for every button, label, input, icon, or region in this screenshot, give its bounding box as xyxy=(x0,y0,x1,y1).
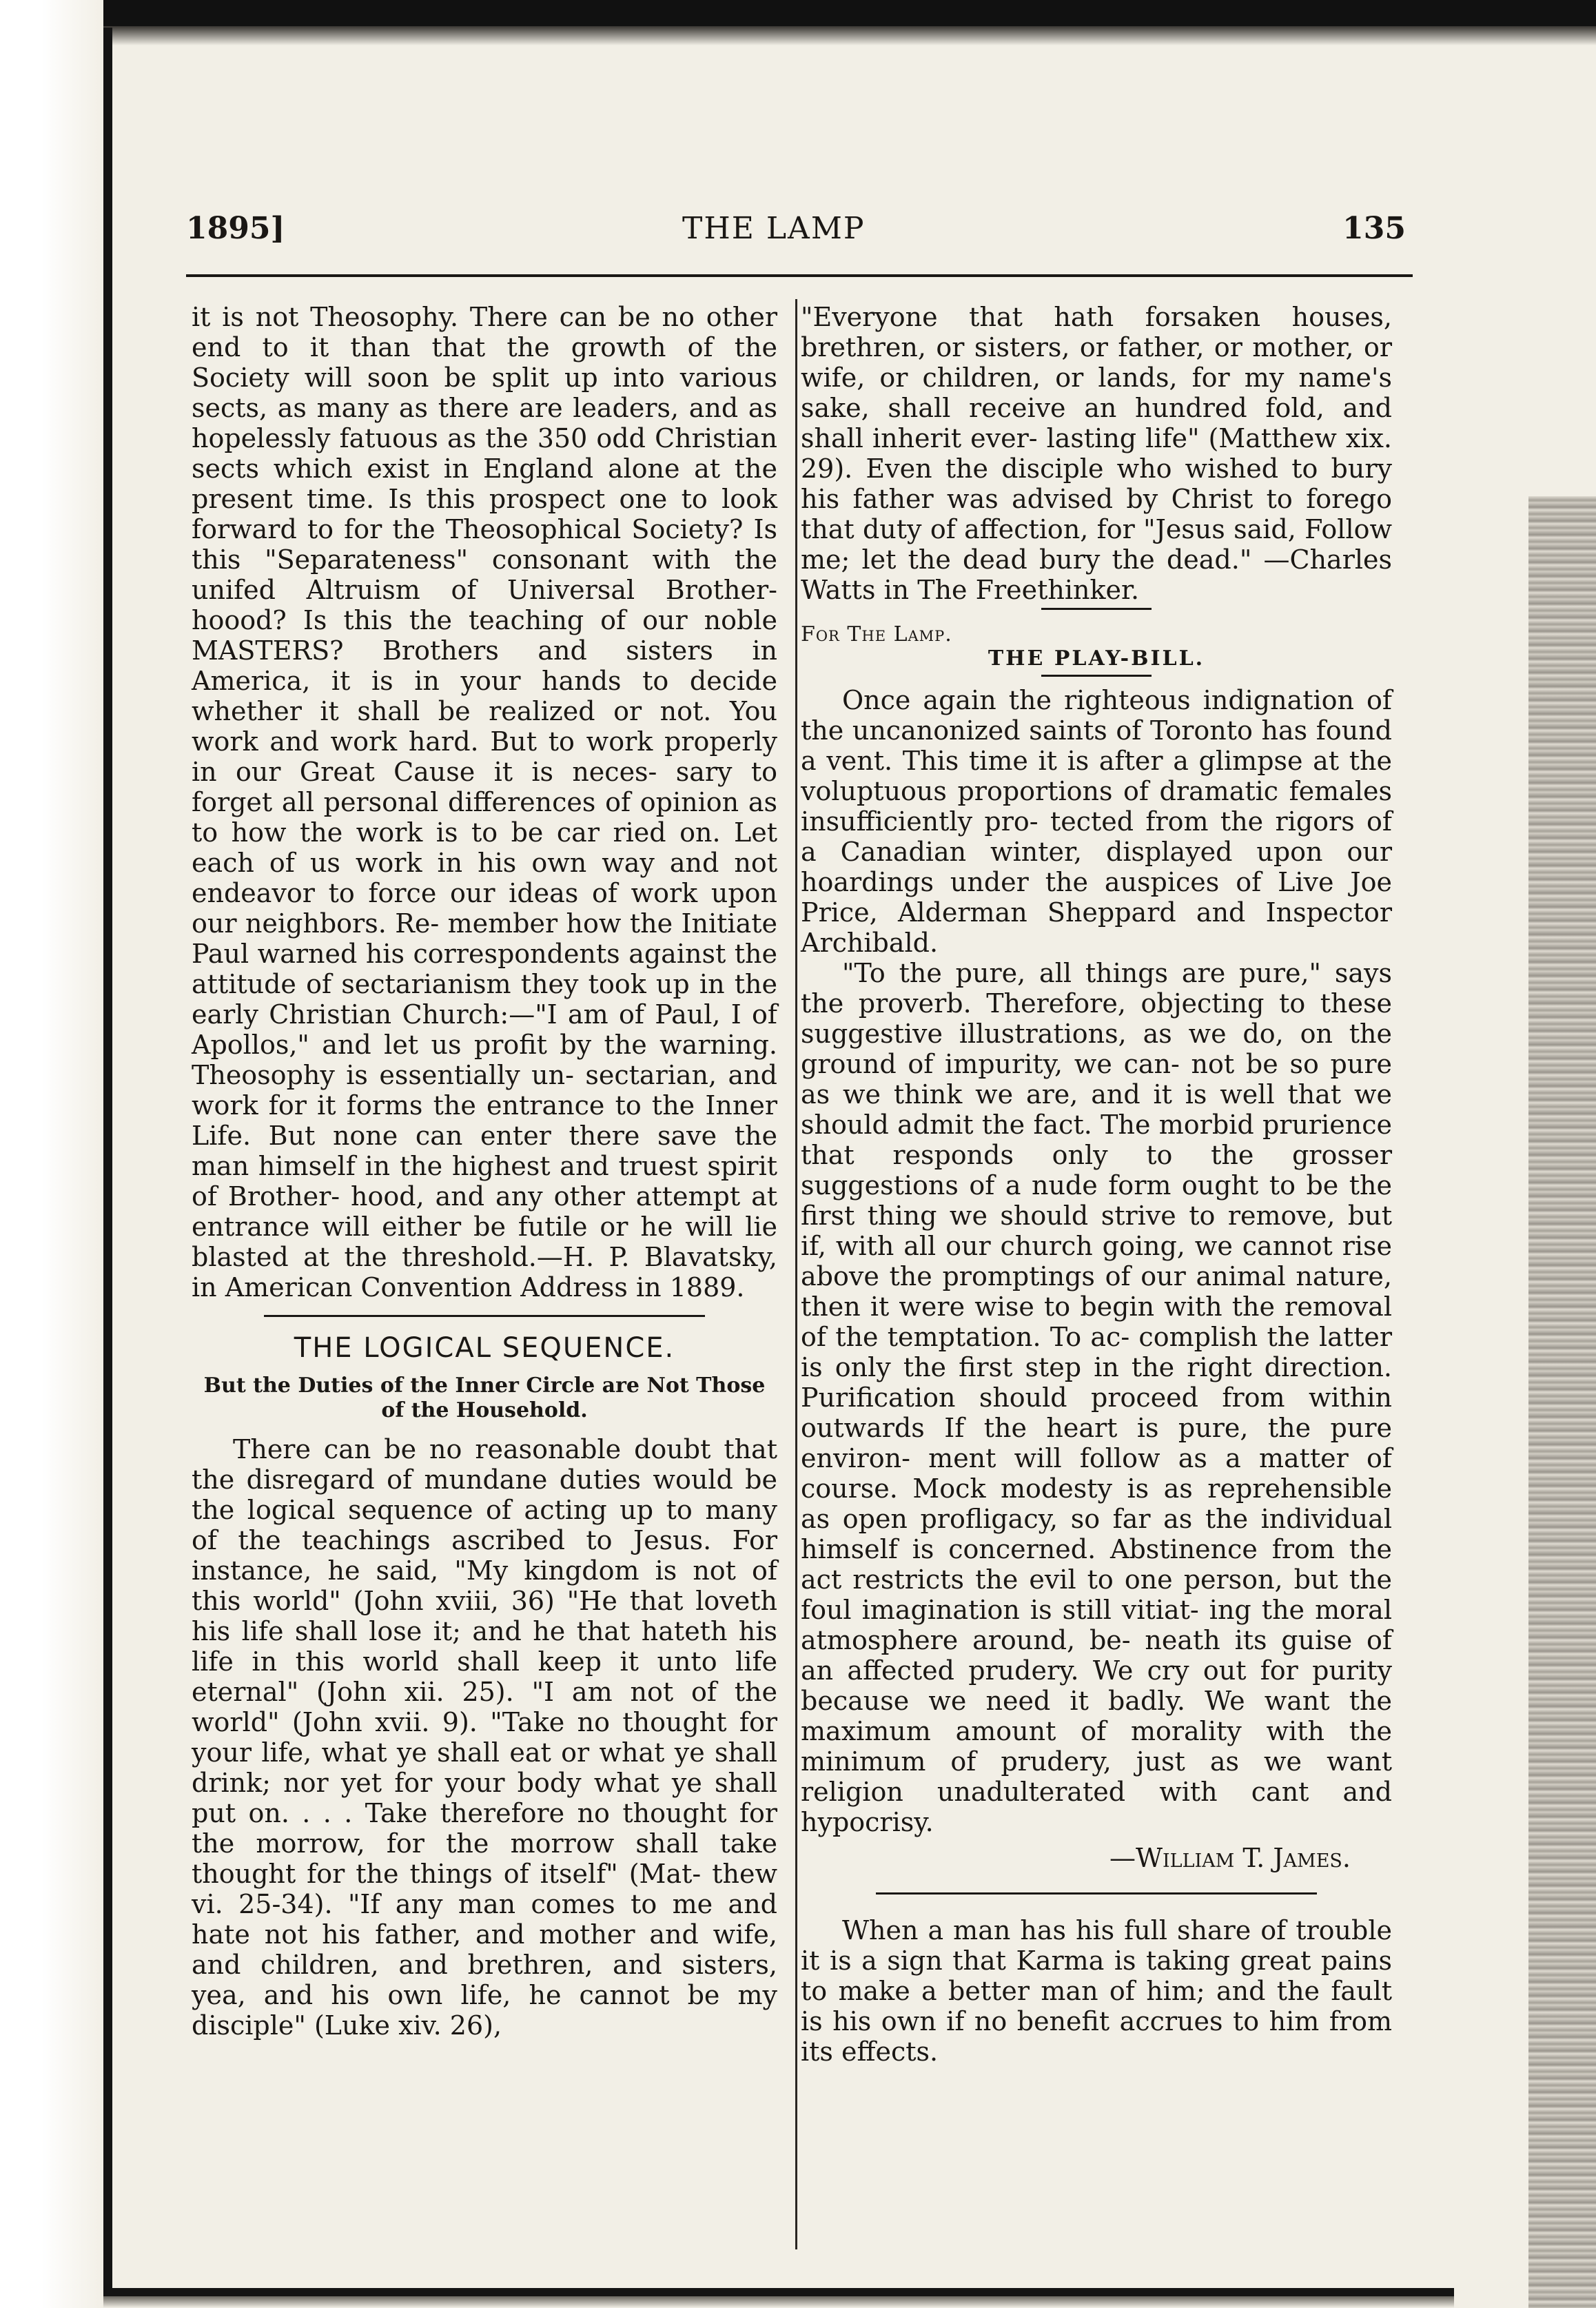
karma-paragraph: When a man has his full share of trouble it is a sign that Karma is taking great pains to make a better man of him; and the fault is his own if no benefit accrues to him from its effects. xyxy=(801,1915,1392,2067)
scan-top-shadow xyxy=(0,26,1596,45)
article-subheading: But the Duties of the Inner Circle are Not Those of the Household. xyxy=(203,1373,766,1422)
blavatsky-quote-paragraph: it is not Theosophy. There can be no other end to it than that the growth of the Society will soon be split up into various sects, as many as there are leaders, and as hopelessly fatuous as the 350 odd Christian sects which exist in England alone at the present time. Is this prospect one to look forward to for the Theosophical Society? Is this "Separateness" consonant with the unifed Altruism of Universal Brother- hoood? Is this the teaching of our noble MASTERS? Brothers and sisters in America, it is in your hands to decide whether it shall be realized or not. You work and work hard. But to work properly in our Great Cause it is neces- sary to forget all personal differences of opinion as to how the work is to be car ried on. Let each of us work in his own way and not endeavor to force our ideas of work upon our neighbors. Re- member how the Initiate Paul warned his correspondents against the attitude of sectarianism they took up in the early Christian Church:—"I am of Paul, I of Apollos," and let us profit by the warning. Theosophy is essentially un- sectarian, and work for it forms the entrance to the Inner Life. But none can enter there save the man himself in the highest and truest spirit of Brother- hood, and any other attempt at entrance will either be futile or he will lie blasted at the threshold.—H. P. Blavatsky, in American Convention Address in 1889. xyxy=(192,302,777,1303)
scan-top-border xyxy=(0,0,1596,26)
header-title: THE LAMP xyxy=(682,211,866,246)
short-rule xyxy=(1041,675,1152,677)
section-rule xyxy=(876,1892,1317,1895)
page-bottom-edge-rule xyxy=(103,2288,1454,2296)
header-rule xyxy=(186,274,1413,277)
scan-bottom-shadow xyxy=(103,2296,1454,2308)
article-heading-play-bill: THE PLAY-BILL. xyxy=(988,646,1205,671)
header-year: 1895] xyxy=(186,211,285,246)
short-rule xyxy=(1041,608,1152,610)
section-rule xyxy=(264,1315,705,1317)
left-column xyxy=(192,302,777,2041)
author-signature: —William T. James. xyxy=(1109,1843,1351,1873)
page-left-edge-rule xyxy=(103,28,112,2295)
right-column xyxy=(801,302,1392,2067)
article-heading-logical-sequence: THE LOGICAL SEQUENCE. xyxy=(294,1332,675,1364)
scan-left-margin xyxy=(0,0,103,2308)
for-the-lamp-label: For The Lamp. xyxy=(801,622,952,646)
watts-quote-paragraph: "Everyone that hath forsaken houses, brethren, or sisters, or father, or mother, or wife, or children, or lands, for my name's sake, shall receive an hundred fold, and shall inherit ever- lasting life" (Matthew xix. 29). Even the disciple who wished to bury his father was advised by Christ to forego that duty of affection, for "Jesus said, Follow me; let the dead bury the dead." —Charles Watts in The Freethinker. xyxy=(801,302,1392,605)
running-header xyxy=(186,211,1406,255)
play-bill-paragraph-1: Once again the righteous indignation of the uncanonized saints of Toronto has found a vent. This time it is after a glimpse at the voluptuous proportions of dramatic females insufficiently pro- tected from the rigors of a Canadian winter, displayed upon our hoardings under the auspices of Live Joe Price, Alderman Sheppard and Inspector Archibald. xyxy=(801,685,1392,958)
column-divider xyxy=(795,299,797,2249)
logical-sequence-paragraph: There can be no reasonable doubt that the disregard of mundane duties would be the logical sequence of acting up to many of the teachings ascribed to Jesus. For instance, he said, "My kingdom is not of this world" (John xviii, 36) "He that loveth his life shall lose it; and he that hateth his life in this world shall keep it unto life eternal" (John xii. 25). "I am not of the world" (John xvii. 9). "Take no thought for your life, what ye shall eat or what ye shall drink; nor yet for your body what ye shall put on. . . . Take therefore no thought for the morrow, for the morrow shall take thought for the things of itself" (Mat- thew vi. 25-34). "If any man comes to me and hate not his father, and mother and wife, and children, and brethren, and sisters, yea, and his own life, he cannot be my disciple" (Luke xiv. 26), xyxy=(192,1434,777,2041)
play-bill-paragraph-2: "To the pure, all things are pure," says the proverb. Therefore, objecting to these suggestive illustrations, as we do, on the ground of impurity, we can- not be so pure as we think we are, and it is well that we should admit the fact. The morbid prurience that responds only to the grosser suggestions of a nude form ought to be the first thing we should strive to remove, but if, with all our church going, we cannot rise above the promptings of our animal nature, then it were wise to begin with the removal of the temptation. To ac- complish the latter is only the first step in the right direction. Purification should proceed from within outwards If the heart is pure, the pure environ- ment will follow as a matter of course. Mock modesty is as reprehensible as open profligacy, so far as the individual himself is concerned. Abstinence from the act restricts the evil to one person, but the foul imagination is still vitiat- ing the moral atmosphere around, be- neath its guise of an affected prudery. We cry out for purity because we need it badly. We want the maximum amount of morality with the minimum of prudery, just as we want religion unadulterated with cant and hypocrisy. xyxy=(801,958,1392,1837)
scan-right-edge-noise xyxy=(1528,496,1596,2308)
page-number: 135 xyxy=(1342,211,1406,246)
